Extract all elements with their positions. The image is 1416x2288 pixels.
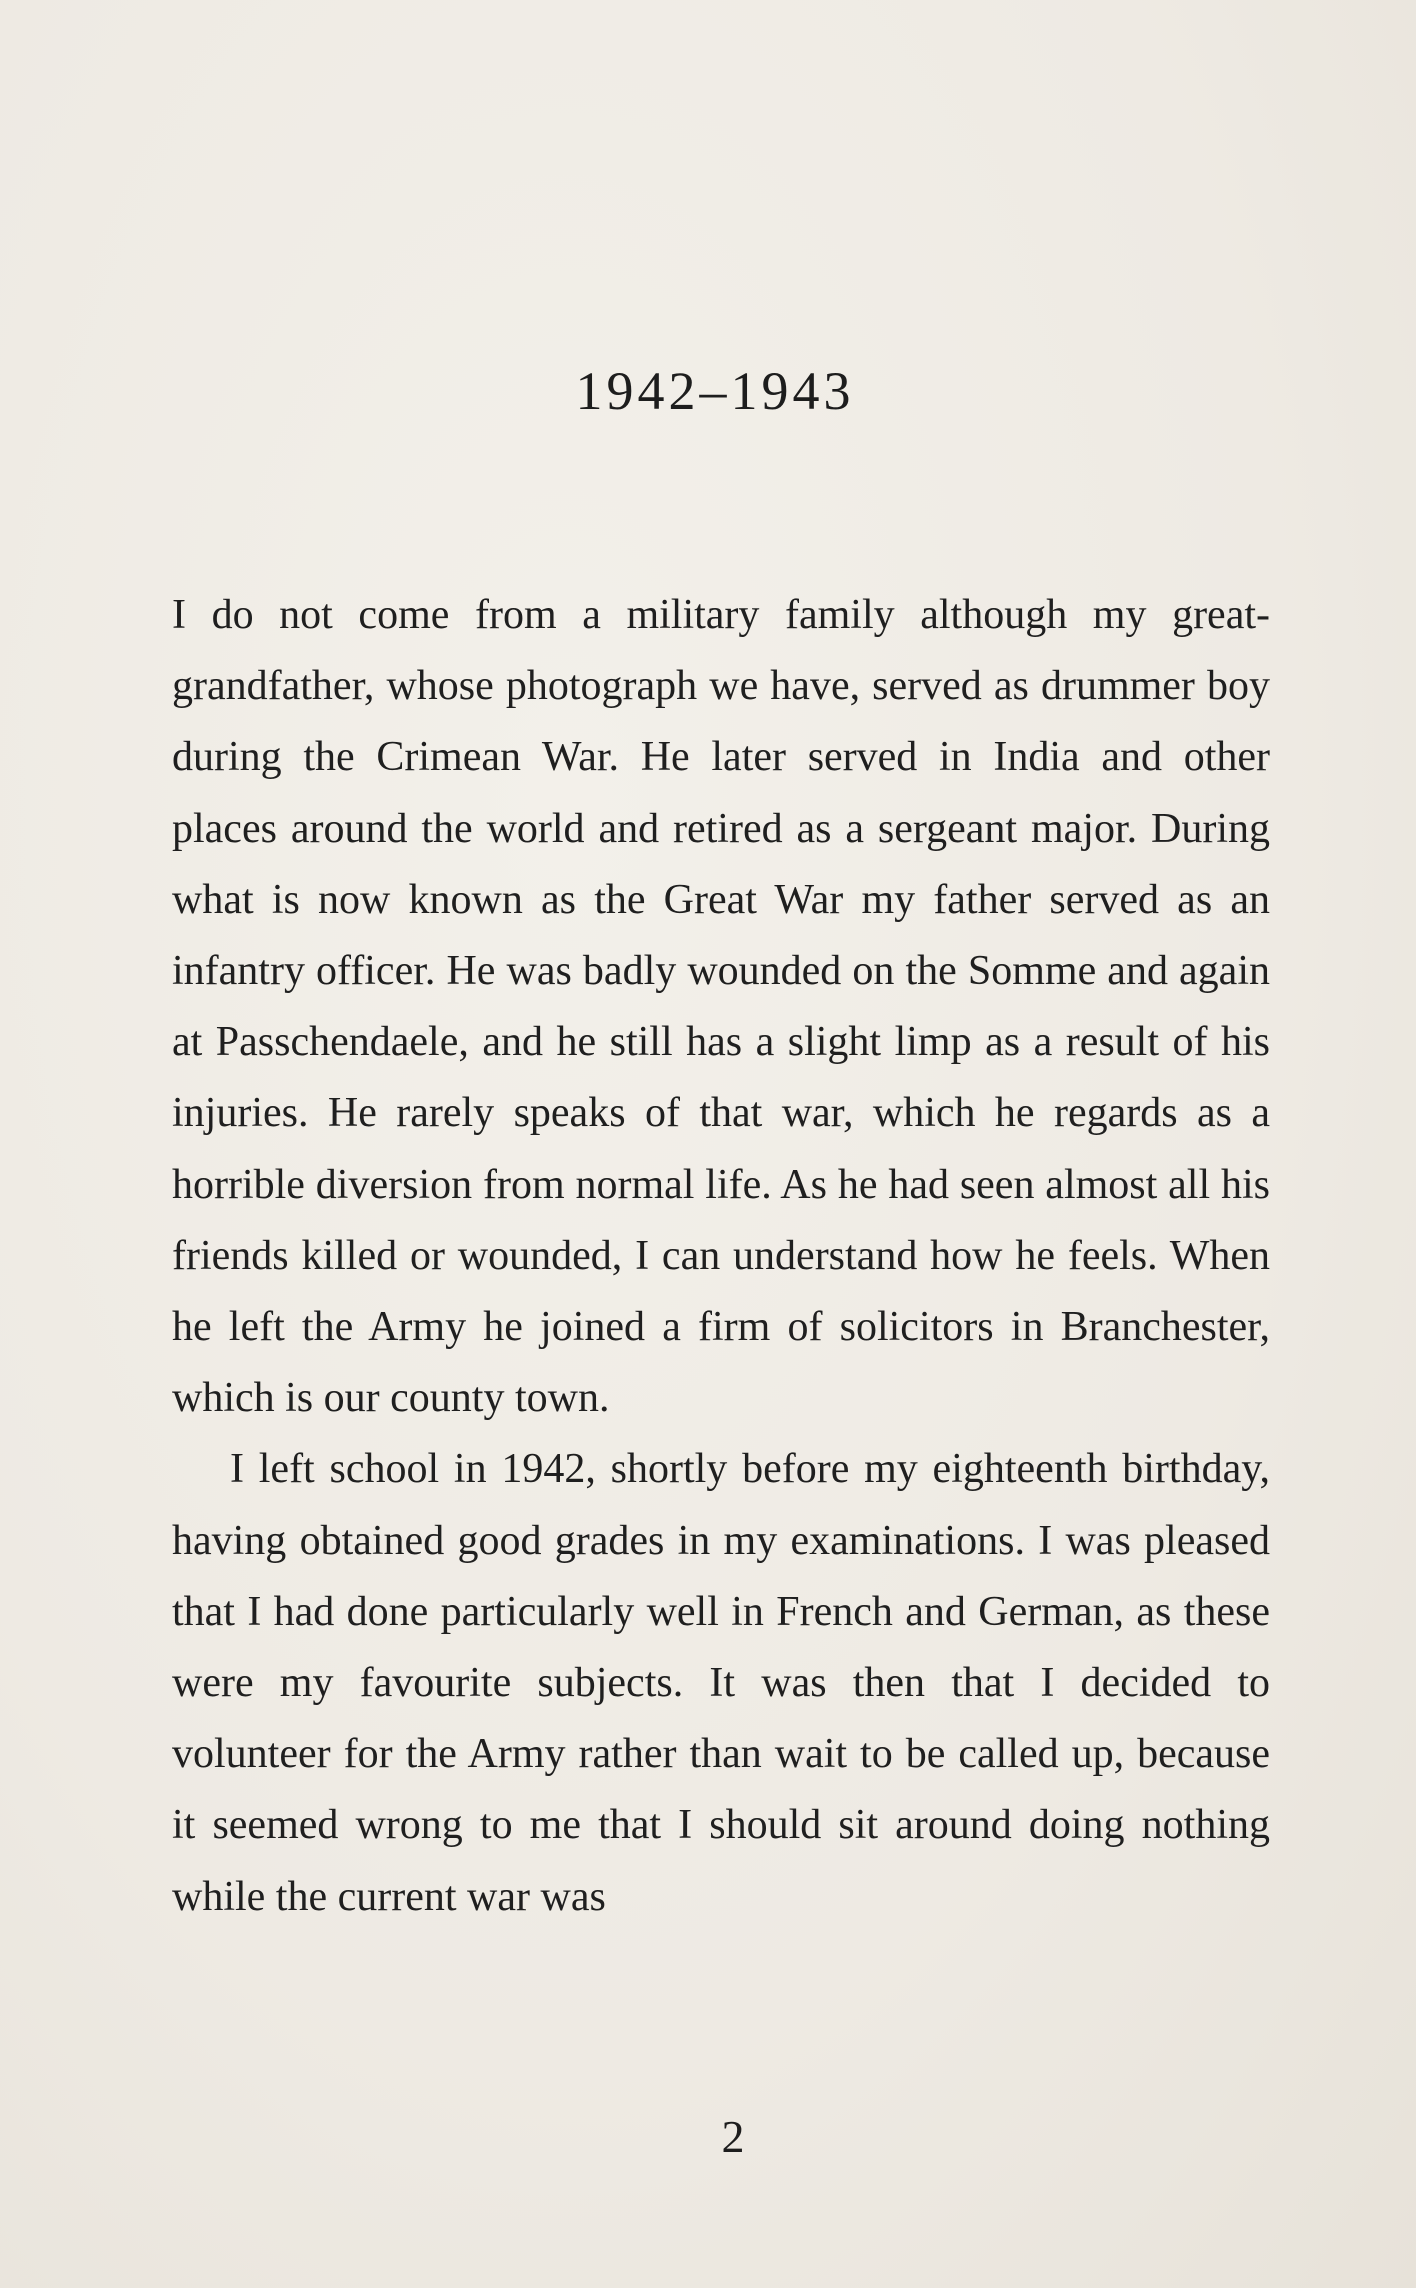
page-number: 2 bbox=[721, 2111, 745, 2162]
body-text bbox=[172, 580, 1270, 1933]
paragraph-2: I left school in 1942, shortly before my eighteenth birthday, having obtained good grades in my examinations. I was pleased that I had done particularly well in French and German, as these were my favourite subjects. It was then that I decided to volunteer for the Army rather than wait to be called up, because it seemed wrong to me that I should sit around doing nothing while the current war was bbox=[172, 1446, 1270, 1920]
paragraph-1: I do not come from a military family although my great-grandfather, whose photograph we have, served as drummer boy during the Crimean War. He later served in India and other places around the world and retired as a sergeant major. During what is now known as the Great War my father served as an infantry officer. He was badly wounded on the Somme and again at Passchendaele, and he still has a slight limp as a result of his injuries. He rarely speaks of that war, which he regards as a horrible diversion from normal life. As he had seen almost all his friends killed or wounded, I can understand how he feels. When he left the Army he joined a firm of solicitors in Branchester, which is our county town. bbox=[172, 592, 1270, 1422]
chapter-title: 1942–1943 bbox=[575, 361, 855, 421]
